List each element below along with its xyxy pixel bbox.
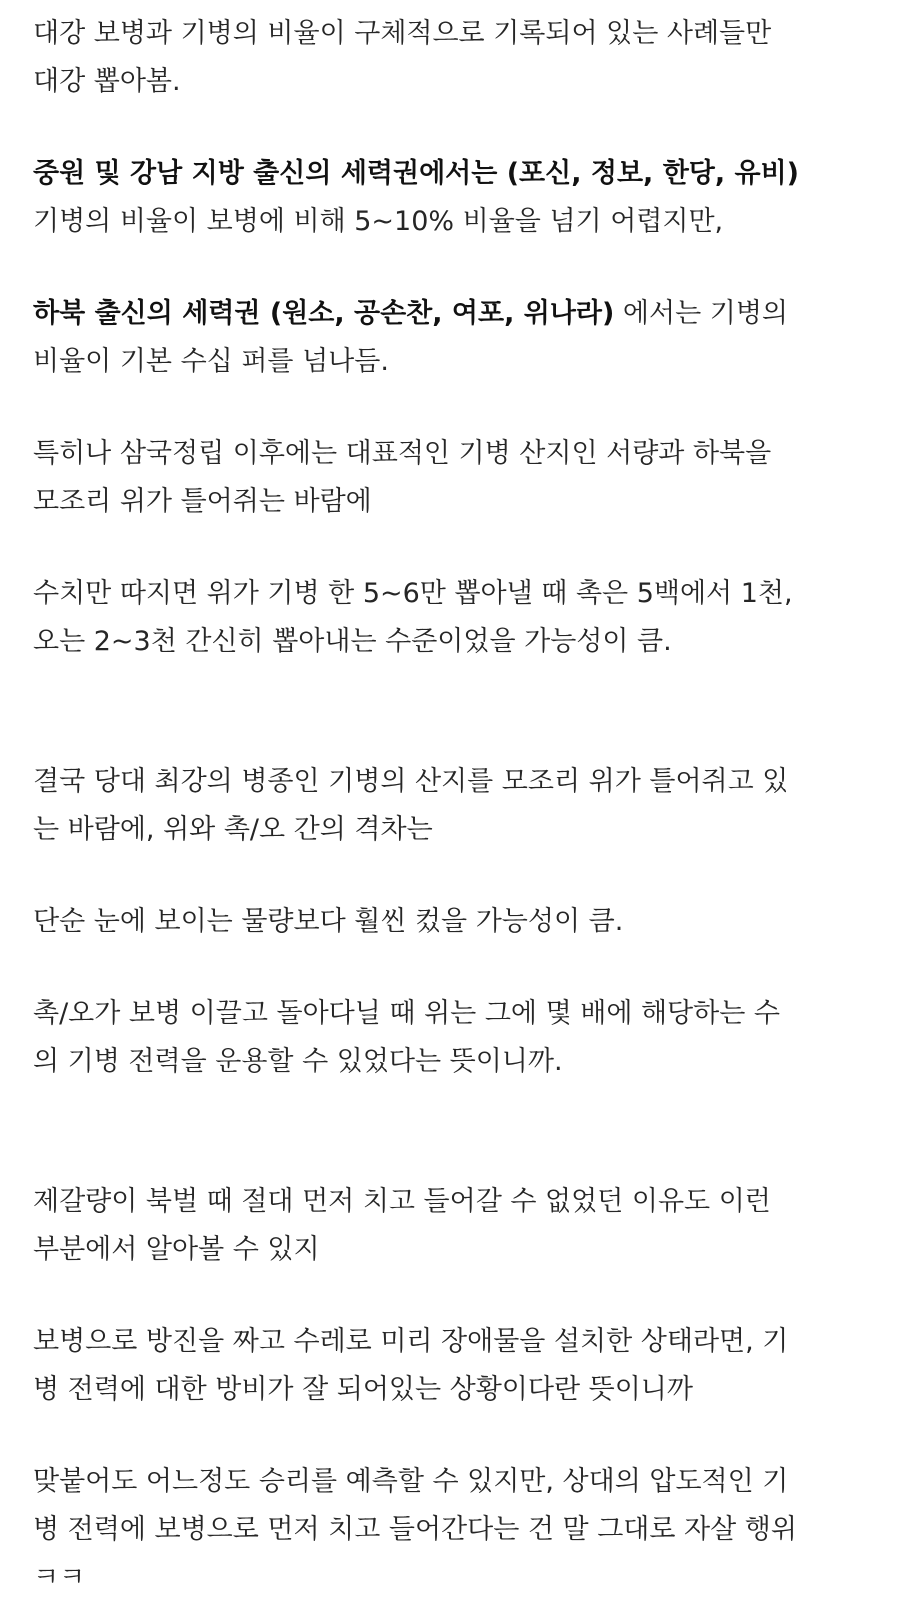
paragraph [33,1178,873,1274]
text-line: 단순 눈에 보이는 물량보다 훨씬 컸을 가능성이 큼. [33,906,624,937]
paragraph [33,758,873,854]
paragraph [33,150,873,246]
text-line: 보병으로 방진을 짜고 수레로 미리 장애물을 설치한 상태라면, 기 [33,1326,789,1357]
paragraph [33,430,873,526]
text-line: 촉/오가 보병 이끌고 돌아다닐 때 위는 그에 몇 배에 해당하는 수 [33,998,780,1029]
paragraph [33,898,873,946]
text-line: 병 전력에 보병으로 먼저 치고 들어간다는 건 말 그대로 자살 행위 [33,1514,797,1545]
paragraph [33,290,873,386]
paragraph [33,570,873,666]
bold-text-line: 중원 및 강남 지방 출신의 세력권에서는 (포신, 정보, 한당, 유비) [33,158,800,189]
post-body [33,10,873,1602]
paragraph [33,990,873,1086]
text: 에서는 기병의 [614,298,788,329]
text-line: 는 바람에, 위와 촉/오 간의 격차는 [33,814,433,845]
text-line: 모조리 위가 틀어쥐는 바람에 [33,486,372,517]
text-line: 제갈량이 북벌 때 절대 먼저 치고 들어갈 수 없었던 이유도 이런 [33,1186,771,1217]
text-line: 의 기병 전력을 운용할 수 있었다는 뜻이니까. [33,1046,563,1077]
text-line: 대강 뽑아봄. [33,66,181,97]
text-line: 기병의 비율이 보병에 비해 5~10% 비율을 넘기 어렵지만, [33,206,724,237]
text-line: 수치만 따지면 위가 기병 한 5~6만 뽑아낼 때 촉은 5백에서 1천, [33,578,793,609]
text-line: 부분에서 알아볼 수 있지 [33,1234,320,1265]
text-line: 결국 당대 최강의 병종인 기병의 산지를 모조리 위가 틀어쥐고 있 [33,766,789,797]
text-line: 맞붙어도 어느정도 승리를 예측할 수 있지만, 상대의 압도적인 기 [33,1466,789,1497]
bold-text: 하북 출신의 세력권 (원소, 공손찬, 여포, 위나라) [33,298,615,329]
text-line: 특히나 삼국정립 이후에는 대표적인 기병 산지인 서량과 하북을 [33,438,772,469]
text-line [33,290,873,338]
text-line: 오는 2~3천 간신히 뽑아내는 수준이었을 가능성이 큼. [33,626,672,657]
paragraph [33,1458,873,1602]
text-line: 대강 보병과 기병의 비율이 구체적으로 기록되어 있는 사례들만 [33,18,772,49]
paragraph [33,10,873,106]
text-line: 병 전력에 대한 방비가 잘 되어있는 상황이다란 뜻이니까 [33,1374,693,1405]
text-line: 비율이 기본 수십 퍼를 넘나듬. [33,346,389,377]
text-line: ㅋㅋ [33,1562,86,1593]
paragraph [33,1318,873,1414]
